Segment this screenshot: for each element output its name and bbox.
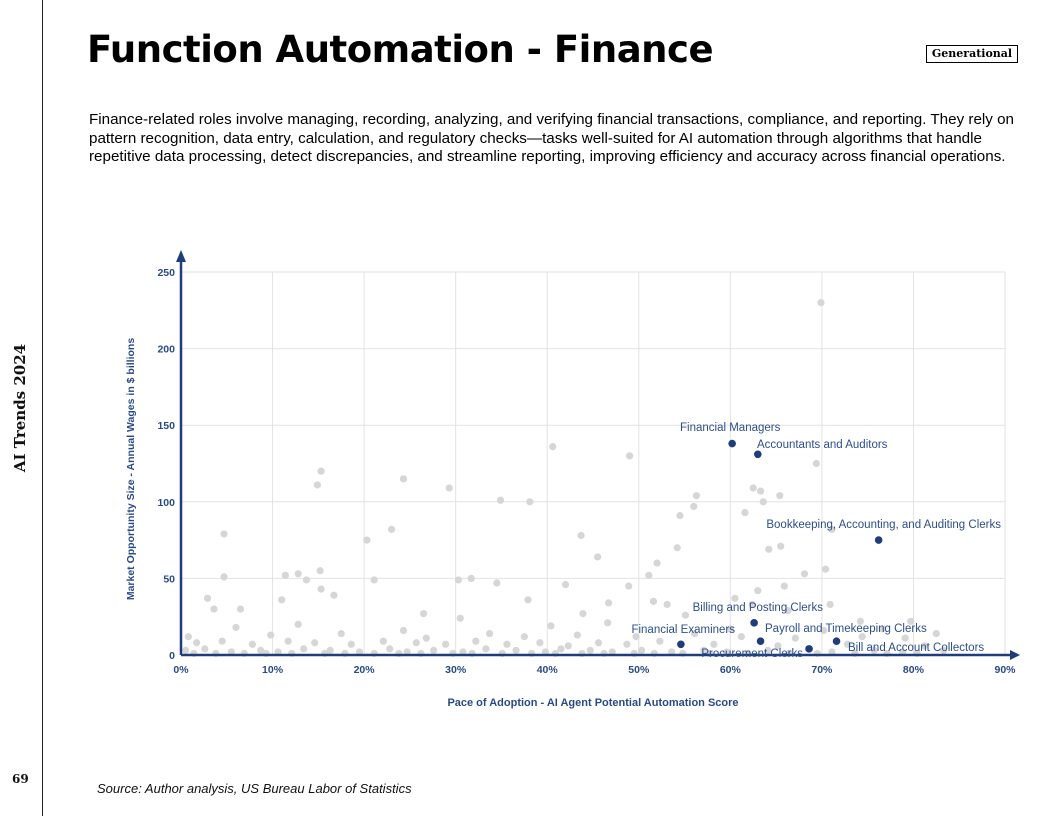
background-point [338, 630, 345, 637]
background-point [210, 605, 217, 612]
background-point [303, 576, 310, 583]
point-label: Financial Managers [680, 422, 781, 434]
background-point [512, 647, 519, 654]
background-point [587, 647, 594, 654]
chart-axes [157, 250, 1020, 676]
background-point [521, 633, 528, 640]
background-point [674, 544, 681, 551]
background-point [457, 615, 464, 622]
background-point [486, 630, 493, 637]
point-label: Billing and Posting Clerks [692, 602, 823, 614]
background-point [455, 576, 462, 583]
background-point [363, 537, 370, 544]
background-point [623, 641, 630, 648]
background-point [579, 610, 586, 617]
point-label: Procurement Clerks [701, 648, 803, 660]
background-point [371, 576, 378, 583]
y-axis-title: Market Opportunity Size - Annual Wages in $ billions [125, 337, 137, 601]
background-point [562, 581, 569, 588]
background-point [526, 498, 533, 505]
background-point [813, 460, 820, 467]
background-point [822, 566, 829, 573]
highlight-point [677, 640, 685, 648]
intro-paragraph: Finance-related roles involve managing, recording, analyzing, and verifying financial transactions, compliance, and reporting. They rely on pattern recognition, data entry, calculation, and regulatory checks—tasks well-suited for AI automation through algorithms that handle repetitive data processing, detect discrepancies, and streamline reporting, improving efficiency and accuracy across financial operations. [89, 111, 1014, 165]
background-point [676, 512, 683, 519]
background-point [625, 582, 632, 589]
background-point [386, 645, 393, 652]
x-axis-title: Pace of Adoption - AI Agent Potential Automation Score [447, 697, 739, 709]
background-point [220, 530, 227, 537]
page-number: 69 [12, 772, 29, 786]
highlight-point [750, 619, 758, 627]
background-point [801, 570, 808, 577]
background-point [330, 592, 337, 599]
background-point [317, 567, 324, 574]
side-running-title: AI Trends 2024 [11, 343, 29, 473]
y-tick-label: 150 [157, 420, 175, 433]
background-point [777, 543, 784, 550]
x-tick-label: 30% [445, 664, 467, 676]
background-point [710, 641, 717, 648]
background-point [682, 612, 689, 619]
background-point [468, 575, 475, 582]
category-badge: Generational [926, 45, 1018, 63]
y-tick-label: 200 [157, 343, 175, 356]
background-point [817, 299, 824, 306]
background-point [524, 596, 531, 603]
y-tick-label: 0 [169, 650, 175, 662]
background-point [750, 484, 757, 491]
background-point [400, 475, 407, 482]
background-point [300, 645, 307, 652]
background-point [765, 546, 772, 553]
background-point [267, 631, 274, 638]
background-point [282, 572, 289, 579]
background-point [380, 638, 387, 645]
background-point [827, 601, 834, 608]
point-label: Accountants and Auditors [757, 439, 888, 451]
background-point [182, 647, 189, 654]
background-point [731, 595, 738, 602]
background-point [249, 641, 256, 648]
y-axis-arrow [176, 250, 186, 262]
background-point [605, 599, 612, 606]
background-point [664, 601, 671, 608]
background-point [650, 598, 657, 605]
background-point [741, 509, 748, 516]
background-point [413, 639, 420, 646]
highlight-point [728, 440, 736, 448]
background-point [278, 596, 285, 603]
background-point [645, 572, 652, 579]
background-point [902, 635, 909, 642]
x-tick-label: 90% [994, 664, 1016, 676]
background-point [577, 532, 584, 539]
background-point [547, 622, 554, 629]
highlight-point [805, 645, 813, 653]
background-point [754, 587, 761, 594]
x-tick-label: 80% [902, 664, 924, 676]
background-point [738, 633, 745, 640]
background-point [690, 503, 697, 510]
x-axis-arrow [1010, 650, 1020, 660]
background-point [757, 487, 764, 494]
background-point [314, 481, 321, 488]
background-point [933, 630, 940, 637]
background-point [549, 443, 556, 450]
background-point [295, 621, 302, 628]
background-point [760, 498, 767, 505]
y-tick-label: 250 [157, 267, 175, 279]
background-point [781, 582, 788, 589]
background-point [442, 641, 449, 648]
point-label: Bookkeeping, Accounting, and Auditing Clerks [766, 519, 1001, 531]
background-point [656, 638, 663, 645]
x-tick-label: 40% [536, 664, 558, 676]
background-point [497, 497, 504, 504]
x-tick-label: 70% [811, 664, 833, 676]
background-point [400, 627, 407, 634]
background-point [295, 570, 302, 577]
x-tick-label: 10% [262, 664, 284, 676]
background-point [388, 526, 395, 533]
background-point [776, 492, 783, 499]
background-point [472, 638, 479, 645]
background-point [201, 645, 208, 652]
chart-grid [181, 272, 1005, 655]
x-tick-label: 50% [628, 664, 650, 676]
highlight-point [875, 536, 883, 544]
background-point [482, 645, 489, 652]
point-label: Payroll and Timekeeping Clerks [765, 623, 927, 635]
background-point [626, 452, 633, 459]
background-point [557, 645, 564, 652]
x-tick-label: 20% [353, 664, 375, 676]
background-point [420, 610, 427, 617]
background-point [493, 579, 500, 586]
x-tick-label: 0% [173, 664, 189, 676]
source-note: Source: Author analysis, US Bureau Labor of Statistics [97, 781, 412, 796]
background-point [219, 638, 226, 645]
background-point [595, 639, 602, 646]
background-point [423, 635, 430, 642]
background-point [653, 559, 660, 566]
point-label: Bill and Account Collectors [848, 642, 985, 654]
background-point [565, 642, 572, 649]
background-point [311, 639, 318, 646]
background-point [604, 619, 611, 626]
page-title: Function Automation - Finance [87, 28, 714, 71]
point-labels [631, 422, 1001, 660]
background-point [446, 484, 453, 491]
highlight-point [754, 451, 762, 459]
background-point [430, 647, 437, 654]
background-point [503, 641, 510, 648]
highlight-point [757, 637, 765, 645]
point-label: Financial Examiners [631, 624, 735, 636]
background-point [220, 573, 227, 580]
background-point [193, 639, 200, 646]
background-point [792, 635, 799, 642]
background-point [317, 586, 324, 593]
y-tick-label: 50 [163, 573, 175, 586]
background-point [204, 595, 211, 602]
y-tick-label: 100 [157, 496, 175, 509]
x-tick-label: 60% [719, 664, 741, 676]
background-point [185, 633, 192, 640]
background-point [536, 639, 543, 646]
background-point [574, 631, 581, 638]
background-point [237, 605, 244, 612]
background-point [693, 492, 700, 499]
background-point [285, 638, 292, 645]
highlight-point [833, 637, 841, 645]
background-point [232, 624, 239, 631]
background-point [594, 553, 601, 560]
background-point [638, 647, 645, 654]
background-point [317, 468, 324, 475]
background-point [348, 641, 355, 648]
background-points [182, 299, 947, 657]
